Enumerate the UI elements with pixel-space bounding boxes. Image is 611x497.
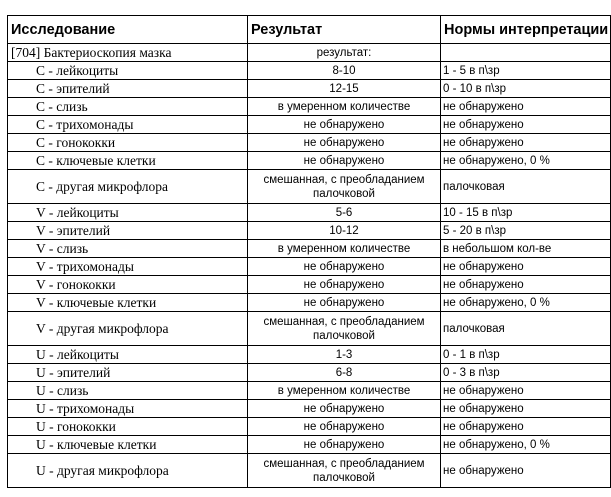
table-row	[8, 170, 611, 204]
row-norm: не обнаружено, 0 %	[441, 436, 611, 454]
row-name: U - слизь	[8, 382, 248, 400]
row-norm: палочковая	[441, 170, 611, 204]
row-name: V - трихомонады	[8, 258, 248, 276]
table-row	[8, 152, 611, 170]
row-name: U - ключевые клетки	[8, 436, 248, 454]
table-row	[8, 258, 611, 276]
row-norm: не обнаружено	[441, 134, 611, 152]
header-study: Исследование	[8, 16, 248, 44]
row-name: V - эпителий	[8, 222, 248, 240]
row-result: 8-10	[248, 62, 441, 80]
table-row	[8, 364, 611, 382]
row-norm: не обнаружено	[441, 418, 611, 436]
table-row	[8, 134, 611, 152]
table-row	[8, 276, 611, 294]
row-name: U - гонококки	[8, 418, 248, 436]
row-result: 6-8	[248, 364, 441, 382]
row-name: V - другая микрофлора	[8, 312, 248, 346]
row-name: C - ключевые клетки	[8, 152, 248, 170]
group-norm	[441, 44, 611, 62]
table-row	[8, 400, 611, 418]
row-result: не обнаружено	[248, 258, 441, 276]
row-name: U - лейкоциты	[8, 346, 248, 364]
table-row	[8, 454, 611, 488]
group-name: [704] Бактериоскопия мазка	[8, 44, 248, 62]
row-result: 1-3	[248, 346, 441, 364]
row-norm: палочковая	[441, 312, 611, 346]
row-result: 5-6	[248, 204, 441, 222]
row-norm: в небольшом кол-ве	[441, 240, 611, 258]
table-row	[8, 80, 611, 98]
row-name: C - эпителий	[8, 80, 248, 98]
row-result: 10-12	[248, 222, 441, 240]
row-result: не обнаружено	[248, 276, 441, 294]
row-norm: не обнаружено	[441, 116, 611, 134]
row-result: смешанная, с преобладанием палочковой	[248, 170, 441, 204]
table-row	[8, 62, 611, 80]
row-name: V - гонококки	[8, 276, 248, 294]
row-norm: не обнаружено	[441, 400, 611, 418]
row-result: не обнаружено	[248, 436, 441, 454]
row-result: не обнаружено	[248, 116, 441, 134]
row-name: U - другая микрофлора	[8, 454, 248, 488]
row-result: в умеренном количестве	[248, 98, 441, 116]
row-norm: 10 - 15 в п\зр	[441, 204, 611, 222]
table-row	[8, 240, 611, 258]
row-norm: не обнаружено	[441, 258, 611, 276]
group-result: результат:	[248, 44, 441, 62]
table-row	[8, 116, 611, 134]
row-result: смешанная, с преобладанием палочковой	[248, 454, 441, 488]
row-name: C - трихомонады	[8, 116, 248, 134]
row-result: в умеренном количестве	[248, 240, 441, 258]
row-norm: 5 - 20 в п\зр	[441, 222, 611, 240]
row-norm: 1 - 5 в п\зр	[441, 62, 611, 80]
table-row	[8, 382, 611, 400]
row-norm: не обнаружено	[441, 382, 611, 400]
table-row	[8, 204, 611, 222]
table-row	[8, 294, 611, 312]
row-result: не обнаружено	[248, 152, 441, 170]
row-name: V - слизь	[8, 240, 248, 258]
row-name: C - другая микрофлора	[8, 170, 248, 204]
table-row	[8, 346, 611, 364]
row-name: C - лейкоциты	[8, 62, 248, 80]
group-row	[8, 44, 611, 62]
row-norm: не обнаружено, 0 %	[441, 152, 611, 170]
header-row	[8, 16, 611, 44]
table-row	[8, 222, 611, 240]
row-name: U - трихомонады	[8, 400, 248, 418]
row-result: не обнаружено	[248, 400, 441, 418]
row-norm: не обнаружено	[441, 454, 611, 488]
header-result: Результат	[248, 16, 441, 44]
table-row	[8, 312, 611, 346]
row-name: U - эпителий	[8, 364, 248, 382]
row-result: не обнаружено	[248, 134, 441, 152]
row-name: C - слизь	[8, 98, 248, 116]
row-result: 12-15	[248, 80, 441, 98]
row-name: V - лейкоциты	[8, 204, 248, 222]
row-name: C - гонококки	[8, 134, 248, 152]
row-result: в умеренном количестве	[248, 382, 441, 400]
row-result: не обнаружено	[248, 418, 441, 436]
row-name: V - ключевые клетки	[8, 294, 248, 312]
row-norm: не обнаружено	[441, 276, 611, 294]
row-norm: не обнаружено	[441, 98, 611, 116]
table-row	[8, 98, 611, 116]
row-result: смешанная, с преобладанием палочковой	[248, 312, 441, 346]
header-norms: Нормы интерпретации	[441, 16, 611, 44]
results-table	[7, 15, 611, 488]
row-norm: 0 - 1 в п\зр	[441, 346, 611, 364]
row-norm: не обнаружено, 0 %	[441, 294, 611, 312]
row-norm: 0 - 10 в п\зр	[441, 80, 611, 98]
row-norm: 0 - 3 в п\зр	[441, 364, 611, 382]
row-result: не обнаружено	[248, 294, 441, 312]
table-row	[8, 418, 611, 436]
table-row	[8, 436, 611, 454]
